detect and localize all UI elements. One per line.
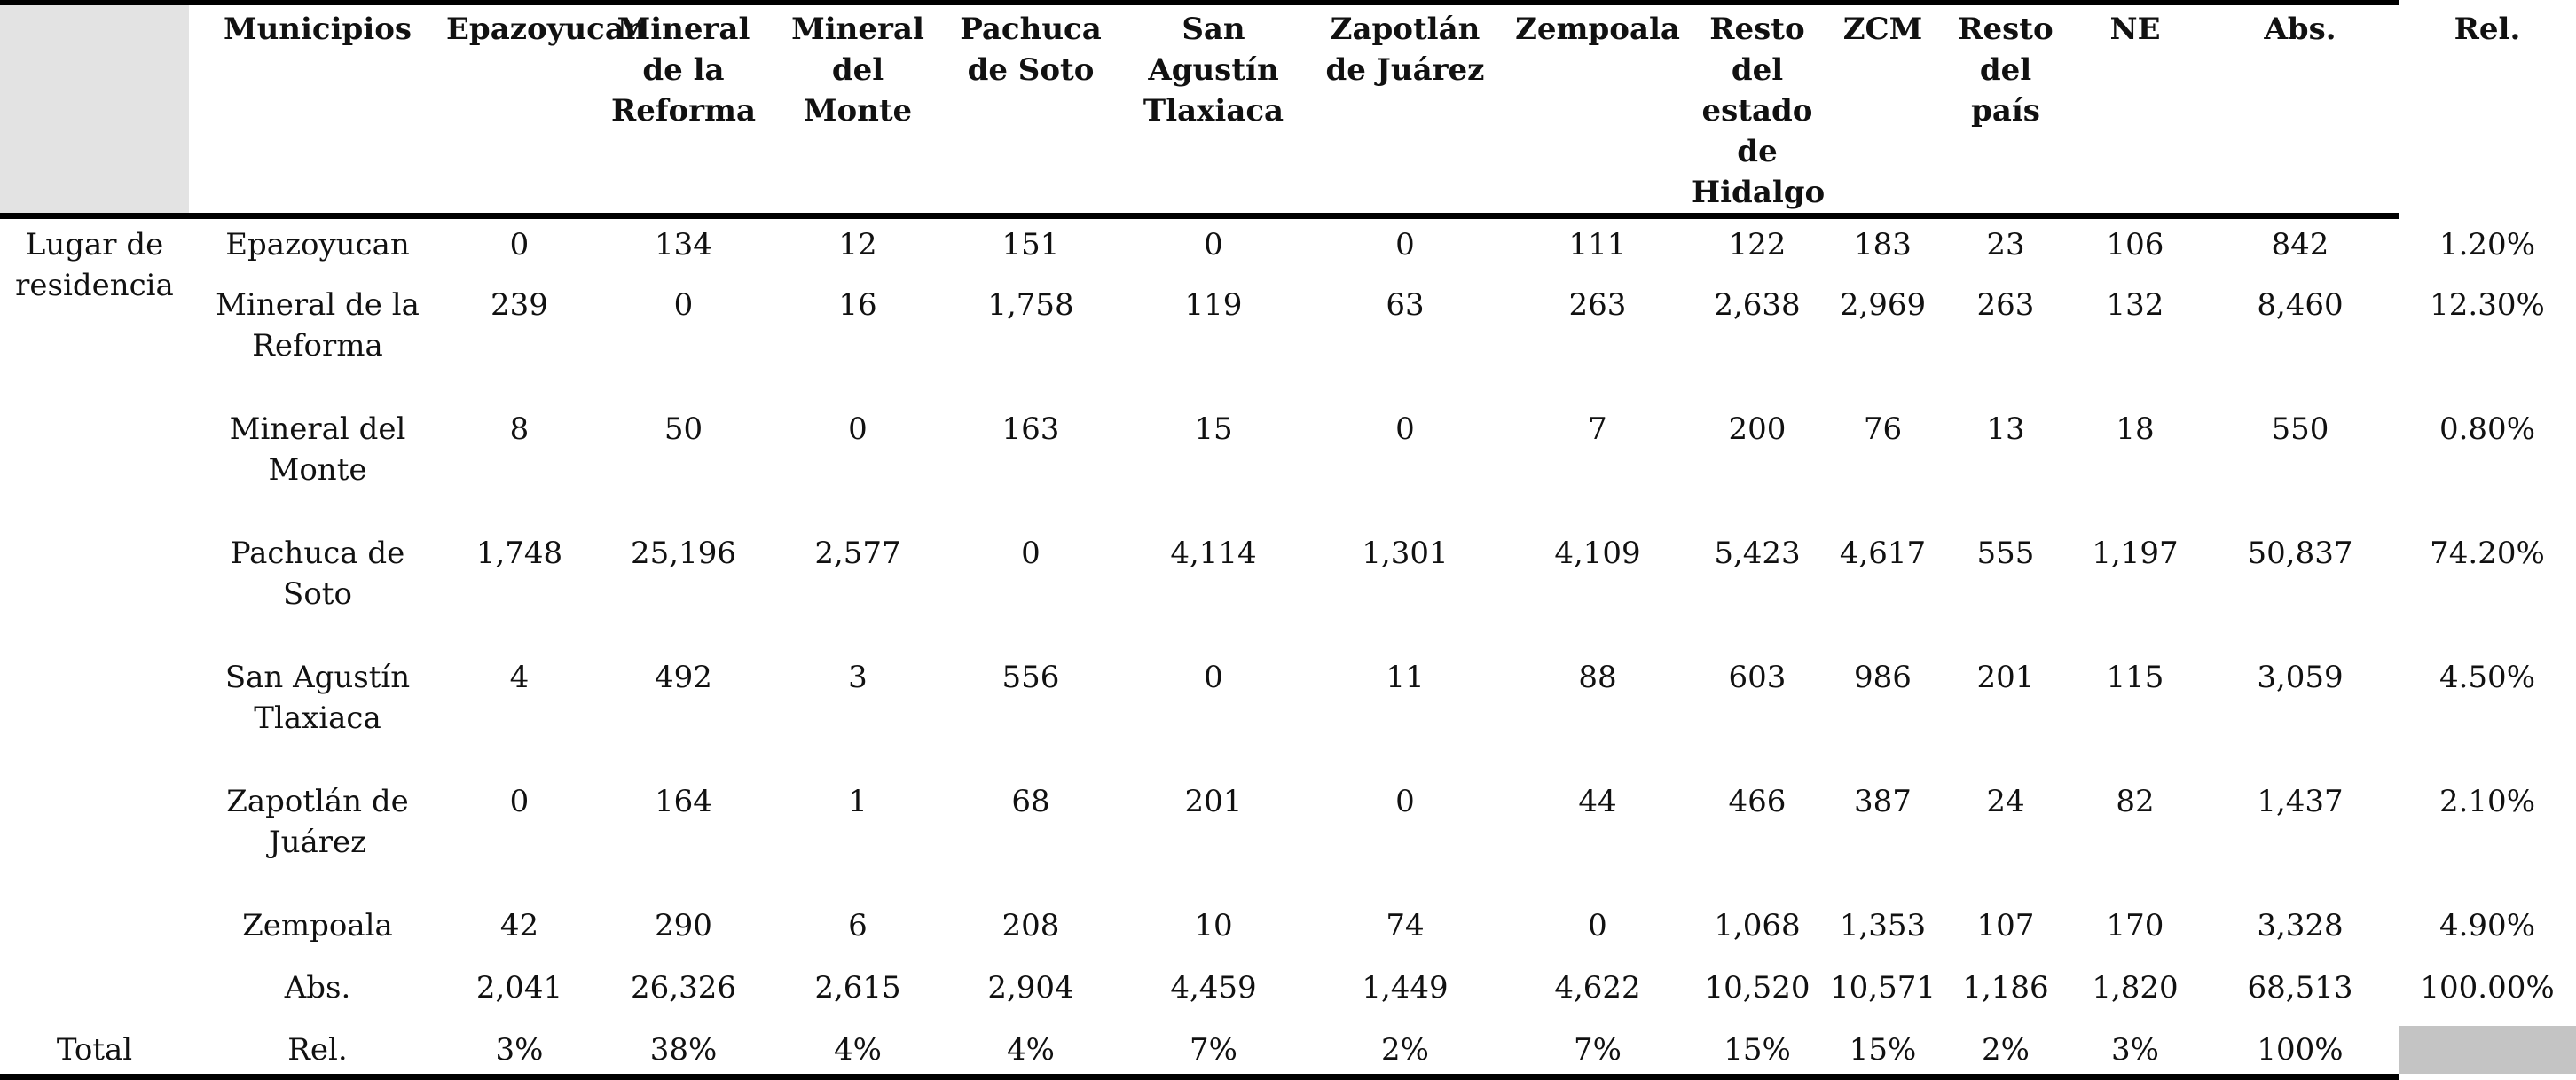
table-cell: 201	[1184, 784, 1243, 819]
table-cell: 201	[1976, 660, 2035, 695]
table-cell: 986	[1854, 660, 1912, 695]
column-header-line: Agustín	[1148, 52, 1279, 88]
table-cell: 1,186	[1962, 970, 2049, 1006]
column-header-line: Tlaxiaca	[1143, 93, 1284, 129]
row-label-line: Monte	[268, 452, 367, 488]
table-cell: 2,615	[814, 970, 901, 1006]
table-cell: 88	[1578, 660, 1617, 695]
row-label-line: Pachuca de	[230, 536, 405, 571]
column-header-line: de	[1737, 134, 1778, 169]
table-cell: 603	[1728, 660, 1787, 695]
table-cell: 10,520	[1704, 970, 1810, 1006]
table-cell: 0	[1204, 660, 1223, 695]
table-cell: 8,460	[2257, 287, 2344, 323]
row-label-line: San Agustín	[224, 660, 411, 695]
column-header	[1943, 5, 2069, 213]
table-cell: 4	[509, 660, 530, 695]
table-cell: 106	[2106, 227, 2164, 262]
table-cell: 4,622	[1554, 970, 1641, 1006]
table-cell: 111	[1568, 227, 1627, 262]
column-header-line: Pachuca	[960, 12, 1102, 47]
table-cell: 5,423	[1714, 536, 1801, 571]
table-cell: 1,353	[1839, 908, 1927, 943]
row-label-line: Soto	[283, 576, 352, 612]
column-header-line: del	[1979, 52, 2032, 88]
table-cell: 2,904	[987, 970, 1074, 1006]
table-cell: 115	[2106, 660, 2164, 695]
row-label: Rel.	[287, 1032, 348, 1068]
table-cell: 170	[2106, 908, 2164, 943]
table-cell: 50,837	[2247, 536, 2353, 571]
column-header-line: de la	[642, 52, 725, 88]
table-row	[0, 652, 2576, 776]
table-row	[0, 900, 2576, 964]
row-label	[189, 900, 446, 964]
table-cell: 0	[1588, 908, 1607, 943]
row-label	[189, 776, 446, 900]
header-rule	[0, 213, 2576, 219]
table-cell: 24	[1986, 784, 2025, 819]
table-cell: 42	[499, 908, 539, 943]
row-label	[189, 403, 446, 528]
total-label: Total	[56, 1032, 133, 1068]
column-header-line: Mineral	[617, 12, 750, 47]
table-cell: 290	[655, 908, 712, 943]
table-cell: 15	[1194, 411, 1233, 447]
row-label-line: Reforma	[252, 328, 383, 364]
rel-total-row	[0, 1026, 2576, 1074]
corner-cell	[0, 5, 189, 213]
table-cell: 134	[655, 227, 712, 262]
table-cell: 13	[1986, 411, 2025, 447]
column-header	[1120, 5, 1307, 213]
table-cell: 200	[1728, 411, 1787, 447]
table-row	[0, 403, 2576, 528]
table-cell: 12	[838, 227, 877, 262]
table-cell: 7%	[1574, 1032, 1622, 1068]
table-cell: 100.00%	[2420, 970, 2555, 1006]
table-cell: 74.20%	[2430, 536, 2545, 571]
table-cell: 38%	[649, 1032, 718, 1068]
column-header-line: de Soto	[967, 52, 1095, 88]
column-header	[446, 5, 647, 213]
table-cell: 50	[664, 411, 703, 447]
column-header	[2202, 5, 2399, 213]
table-cell: 556	[1001, 660, 1060, 695]
table-cell: 1	[848, 784, 868, 819]
row-label	[189, 652, 446, 776]
table-cell: 132	[2106, 287, 2164, 323]
column-header-line: Mineral	[791, 12, 924, 47]
table-cell: 183	[1854, 227, 1912, 262]
table-cell: 466	[1728, 784, 1787, 819]
table-cell: 164	[655, 784, 712, 819]
table-cell: 25,196	[631, 536, 736, 571]
table-cell: 387	[1854, 784, 1912, 819]
table-cell: 8	[509, 411, 530, 447]
table-cell: 0	[1395, 784, 1415, 819]
table-cell: 12.30%	[2430, 287, 2545, 323]
table-cell: 0	[509, 784, 530, 819]
table-cell: 4%	[1007, 1032, 1055, 1068]
table-cell: 15%	[1849, 1032, 1917, 1068]
table-cell: 6	[848, 908, 868, 943]
table-row	[0, 219, 2576, 279]
table-cell: 0	[1395, 227, 1415, 262]
table-cell: 23	[1986, 227, 2025, 262]
row-label	[189, 528, 446, 652]
row-label-line: Zempoala	[242, 908, 393, 943]
table-cell: 26,326	[631, 970, 736, 1006]
column-header-line: Abs.	[2264, 12, 2336, 47]
table-row	[0, 776, 2576, 900]
table-cell: 550	[2271, 411, 2329, 447]
table-cell: 2,638	[1714, 287, 1801, 323]
table-cell: 7	[1588, 411, 1607, 447]
table-cell: 3%	[495, 1032, 544, 1068]
table-cell: 68,513	[2247, 970, 2353, 1006]
table-cell: 4.50%	[2439, 660, 2535, 695]
row-label	[189, 279, 446, 403]
table-cell: 555	[1976, 536, 2035, 571]
table-cell: 1,748	[475, 536, 563, 571]
row-label-line: Zapotlán de	[226, 784, 409, 819]
table-cell: 4,617	[1839, 536, 1927, 571]
table-cell: 68	[1011, 784, 1050, 819]
column-header-line: Hidalgo	[1692, 175, 1826, 210]
row-label: Abs.	[284, 970, 351, 1006]
table-cell: 2,577	[814, 536, 901, 571]
column-header-line: Resto del	[1709, 12, 1805, 88]
column-header-line: Rel.	[2454, 12, 2521, 47]
table-cell: 100%	[2257, 1032, 2344, 1068]
table-cell: 74	[1386, 908, 1425, 943]
table-cell: 15%	[1724, 1032, 1791, 1068]
table-cell: 18	[2116, 411, 2155, 447]
table-cell: 63	[1386, 287, 1425, 323]
column-header	[1823, 5, 1943, 213]
column-header	[941, 5, 1120, 213]
table-cell: 0	[848, 411, 868, 447]
table-cell: 44	[1578, 784, 1617, 819]
table-cell: 208	[1001, 908, 1060, 943]
table-cell: 0	[673, 287, 694, 323]
table-cell: 10	[1194, 908, 1233, 943]
column-header	[774, 5, 941, 213]
column-header-line: de Juárez	[1325, 52, 1485, 88]
column-header-line: Zempoala	[1515, 12, 1680, 47]
table-cell: 1,301	[1362, 536, 1449, 571]
row-label-line: Juárez	[268, 825, 367, 860]
table-cell: 1,820	[2092, 970, 2179, 1006]
table-cell: 4.90%	[2439, 908, 2535, 943]
table-row	[0, 528, 2576, 652]
row-group-line: Lugar de	[25, 227, 164, 262]
table-cell: 0	[1395, 411, 1415, 447]
column-header	[1692, 5, 1826, 213]
row-label-line: Epazoyucan	[225, 227, 410, 262]
table-cell: 4,114	[1170, 536, 1257, 571]
table-cell: 3	[848, 660, 868, 695]
column-header-line: Zapotlán	[1330, 12, 1480, 47]
table-cell: 1,437	[2257, 784, 2344, 819]
table-cell: 2%	[1982, 1032, 2030, 1068]
row-label-line: Tlaxiaca	[254, 700, 381, 736]
column-header-line: Monte	[803, 93, 913, 129]
column-header-line: San	[1182, 12, 1245, 47]
column-header-line: NE	[2109, 12, 2161, 47]
column-header	[2069, 5, 2202, 213]
table-cell: 1,197	[2092, 536, 2179, 571]
column-header	[1307, 5, 1504, 213]
table-cell: 1,068	[1714, 908, 1801, 943]
table-cell: 3%	[2111, 1032, 2159, 1068]
table-cell: 263	[1568, 287, 1627, 323]
table-cell: 1,758	[987, 287, 1074, 323]
column-header	[593, 5, 774, 213]
table-cell: 2%	[1381, 1032, 1429, 1068]
table-cell: 3,059	[2257, 660, 2344, 695]
row-label-line: Mineral del	[229, 411, 406, 447]
table-cell: 122	[1728, 227, 1787, 262]
column-header-line: estado	[1701, 93, 1813, 129]
column-header-line: del	[831, 52, 884, 88]
table-cell: 163	[1001, 411, 1060, 447]
table-cell: 2.10%	[2439, 784, 2535, 819]
column-header-line: Reforma	[610, 93, 757, 129]
bottom-rule	[0, 1074, 2576, 1080]
table-cell: 1,449	[1362, 970, 1449, 1006]
table-cell: 0	[1204, 227, 1223, 262]
table-cell: 82	[2116, 784, 2155, 819]
table-cell: 76	[1863, 411, 1903, 447]
municipios-header: Municipios	[223, 12, 412, 47]
table-cell: 4,109	[1554, 536, 1641, 571]
row-label	[189, 219, 446, 279]
table-cell: 0.80%	[2439, 411, 2535, 447]
empty-grey-cell	[2399, 1026, 2576, 1074]
table-cell: 4,459	[1170, 970, 1257, 1006]
column-header	[1504, 5, 1692, 213]
column-header-line: país	[1971, 93, 2040, 129]
table-row	[0, 279, 2576, 403]
table-cell: 1.20%	[2439, 227, 2535, 262]
table-cell: 492	[655, 660, 712, 695]
row-label-line: Mineral de la	[216, 287, 420, 323]
table-cell: 3,328	[2257, 908, 2344, 943]
column-header-line: Resto	[1958, 12, 2054, 47]
table-cell: 10,571	[1830, 970, 1936, 1006]
table-cell: 842	[2271, 227, 2329, 262]
abs-total-row	[0, 964, 2576, 1026]
row-group-line: residencia	[15, 268, 174, 303]
table-cell: 0	[509, 227, 530, 262]
table-cell: 4%	[834, 1032, 882, 1068]
row-group-label	[0, 219, 189, 1026]
table-cell: 107	[1976, 908, 2035, 943]
column-header	[2399, 5, 2576, 213]
table-cell: 119	[1184, 287, 1243, 323]
table-cell: 239	[491, 287, 548, 323]
table-cell: 151	[1001, 227, 1060, 262]
header-row	[0, 5, 2576, 213]
column-header-line: ZCM	[1842, 12, 1923, 47]
table-cell: 11	[1386, 660, 1425, 695]
table-cell: 2,041	[475, 970, 563, 1006]
table-cell: 2,969	[1839, 287, 1927, 323]
column-header-line: Epazoyucan	[446, 12, 647, 47]
table-cell: 263	[1976, 287, 2035, 323]
table-cell: 0	[1021, 536, 1041, 571]
table-cell: 16	[838, 287, 877, 323]
table-cell: 7%	[1190, 1032, 1237, 1068]
